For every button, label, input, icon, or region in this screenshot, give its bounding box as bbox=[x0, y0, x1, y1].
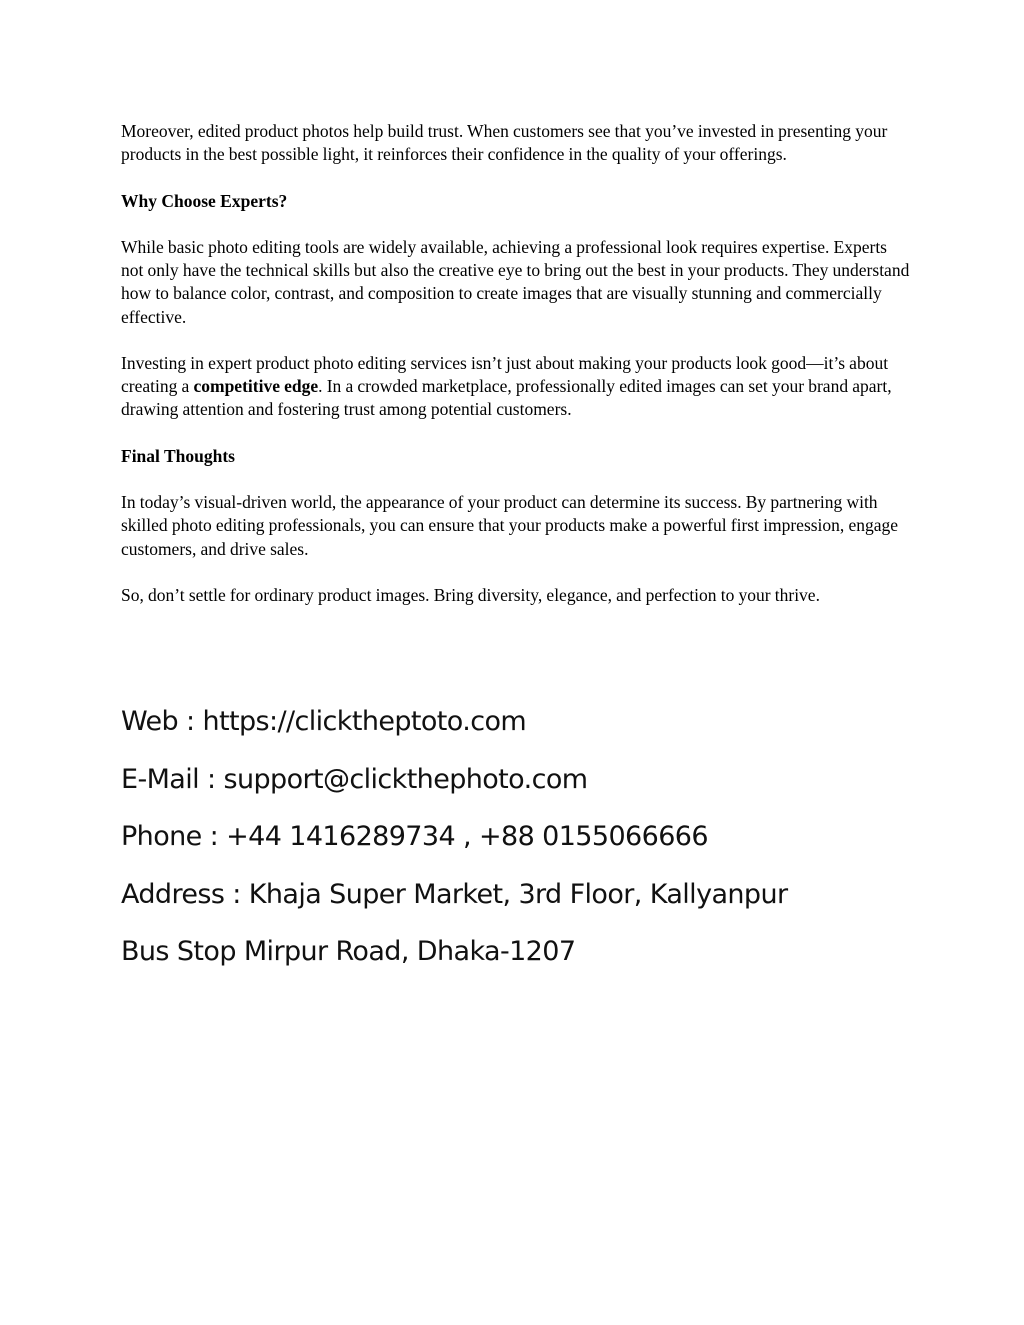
paragraph-trust: Moreover, edited product photos help build trust. When customers see that you’ve invested in presenting your products in the best possible light, it reinforces their confidence in the quality of your offerings. bbox=[121, 121, 888, 165]
paragraph-investing-text-1: Investing in expert product photo editing services isn’t just about making your products look good—it’s about creating a bbox=[121, 352, 889, 397]
contact-email: E-Mail : support@clickthephoto.com bbox=[121, 763, 588, 795]
contact-web: Web : https://clicktheptoto.com bbox=[121, 706, 527, 737]
contact-address-line-1: Address : Khaja Super Market, 3rd Floor, Kallyanpur bbox=[121, 878, 788, 910]
competitive-edge-bold: competitive edge bbox=[193, 376, 319, 397]
paragraph-experts: While basic photo editing tools are widely available, achieving a professional look requires expertise. Experts not only have the technical skills but also the creative eye to bring out the best in your products. They understand how to balance color, contrast, and composition to create images that are visually stunning and commercially effective. bbox=[121, 236, 910, 327]
paragraph-investing-text-2: . In a crowded marketplace, professionally edited images can set your brand apart, drawing attention and fostering trust among potential customers. bbox=[121, 376, 892, 420]
paragraph-investing bbox=[121, 352, 911, 422]
heading-final-thoughts: Final Thoughts bbox=[121, 445, 235, 466]
paragraph-conclusion: In today’s visual-driven world, the appearance of your product can determine its success. By partnering with skilled photo editing professionals, you can ensure that your products make a powerful first impression, engage customers, and drive sales. bbox=[121, 492, 899, 559]
contact-block bbox=[121, 700, 1001, 988]
paragraph-call-to-action: So, don’t settle for ordinary product images. Bring diversity, elegance, and perfection to your thrive. bbox=[121, 584, 820, 605]
contact-address-line-2: Bus Stop Mirpur Road, Dhaka-1207 bbox=[121, 936, 576, 967]
article-body bbox=[121, 120, 911, 607]
contact-phone: Phone : +44 1416289734 , +88 0155066666 bbox=[121, 821, 708, 852]
heading-why-choose-experts: Why Choose Experts? bbox=[121, 190, 288, 211]
